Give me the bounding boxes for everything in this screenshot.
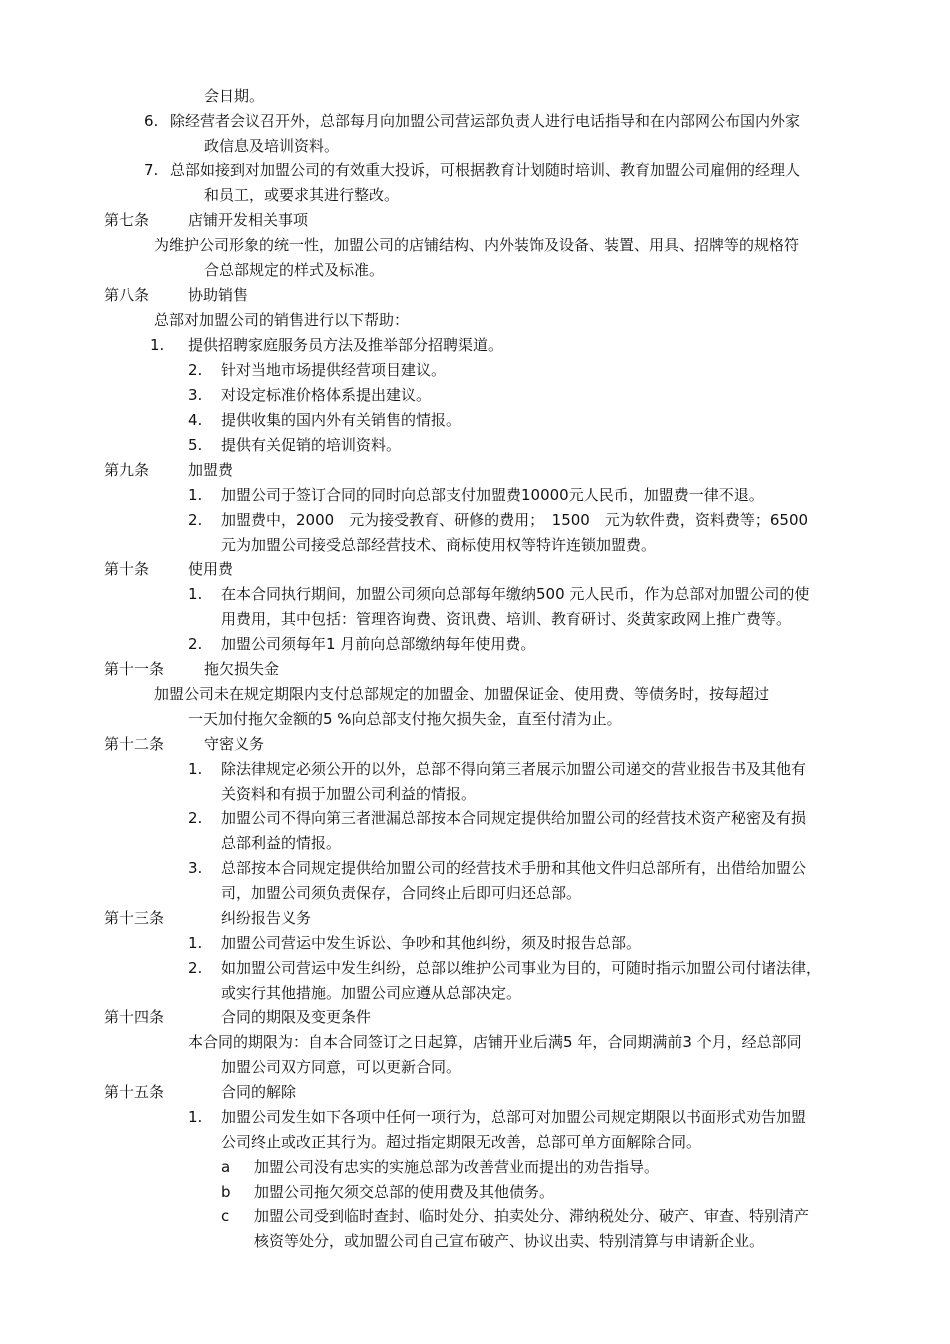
list-item: 公司终止或改正其行为。超过指定期限无改善，总部可单方面解除合同。 — [221, 1133, 702, 1151]
list-letter: b — [221, 1183, 231, 1201]
list-item: 对设定标准价格体系提出建议。 — [221, 386, 432, 404]
list-item: 针对当地市场提供经营项目建议。 — [221, 361, 447, 379]
list-item: 如加盟公司营运中发生纠纷，总部以维护公司事业为目的，可随时指示加盟公司付诸法律， — [221, 959, 822, 977]
list-item: 加盟公司拖欠须交总部的使用费及其他债务。 — [254, 1183, 555, 1201]
article-title: 合同的解除 — [221, 1083, 297, 1101]
article-number: 第十一条 — [104, 660, 165, 678]
list-number: 2. — [188, 361, 203, 379]
list-item: 在本合同执行期间，加盟公司须向总部每年缴纳500 元人民币，作为总部对加盟公司的使 — [221, 585, 810, 603]
list-item: 加盟公司没有忠实的实施总部为改善营业而提出的劝告指导。 — [254, 1158, 660, 1176]
list-number: 1. — [188, 585, 203, 603]
list-item: 关资料和有损于加盟公司利益的情报。 — [221, 785, 477, 803]
body-line: 总部如接到对加盟公司的有效重大投诉，可根据教育计划随时培训、教育加盟公司雇佣的经理人 — [170, 161, 801, 179]
list-letter: c — [221, 1207, 230, 1225]
list-item: 加盟费中，2000 元为接受教育、研修的费用； 1500 元为软件费，资料费等；6500 — [221, 511, 809, 529]
list-item: 司，加盟公司须负责保存，合同终止后即可归还总部。 — [221, 884, 582, 902]
article-number: 第十四条 — [104, 1008, 165, 1026]
article-title: 合同的期限及变更条件 — [221, 1008, 372, 1026]
body-line: 加盟公司双方同意，可以更新合同。 — [221, 1058, 462, 1076]
list-item: 加盟公司不得向第三者泄漏总部按本合同规定提供给加盟公司的经营技术资产秘密及有损 — [221, 809, 807, 827]
list-number: 3. — [188, 859, 203, 877]
body-line: 一天加付拖欠金额的5 %向总部支付拖欠损失金，直至付清为止。 — [188, 710, 622, 728]
article-number: 第七条 — [104, 211, 150, 229]
body-line: 政信息及培训资料。 — [204, 137, 340, 155]
body-line: 合总部规定的样式及标准。 — [204, 261, 385, 279]
list-item: 加盟公司发生如下各项中任何一项行为，总部可对加盟公司规定期限以书面形式劝告加盟 — [221, 1108, 807, 1126]
body-line: 除经营者会议召开外，总部每月向加盟公司营运部负责人进行电话指导和在内部网公布国内外家 — [170, 112, 801, 130]
list-item: 加盟公司须每年1 月前向总部缴纳每年使用费。 — [221, 635, 536, 653]
list-item: 提供有关促销的培训资料。 — [221, 436, 402, 454]
list-number: 4. — [188, 411, 203, 429]
body-line: 加盟公司未在规定期限内支付总部规定的加盟金、加盟保证金、使用费、等债务时，按每超过 — [154, 685, 770, 703]
list-number: 2. — [188, 809, 203, 827]
list-item: 总部按本合同规定提供给加盟公司的经营技术手册和其他文件归总部所有，出借给加盟公 — [221, 859, 807, 877]
list-item: 用费用，其中包括：管理咨询费、资讯费、培训、教育研讨、炎黄家政网上推广费等。 — [221, 610, 792, 628]
article-number: 第十五条 — [104, 1083, 165, 1101]
body-line: 本合同的期限为：自本合同签订之日起算，店铺开业后满5 年，合同期满前3 个月，经总部同 — [188, 1033, 802, 1051]
article-title: 协助销售 — [188, 286, 249, 304]
article-number: 第九条 — [104, 461, 150, 479]
body-line: 和员工，或要求其进行整改。 — [204, 186, 400, 204]
article-number: 第十三条 — [104, 909, 165, 927]
list-item: 提供收集的国内外有关销售的情报。 — [221, 411, 462, 429]
article-title: 守密义务 — [204, 735, 265, 753]
list-item: 或实行其他措施。加盟公司应遵从总部决定。 — [221, 984, 522, 1002]
list-number: 2. — [188, 511, 203, 529]
body-line: 总部对加盟公司的销售进行以下帮助： — [154, 311, 410, 329]
list-item: 加盟公司于签订合同的同时向总部支付加盟费10000元人民币，加盟费一律不退。 — [221, 486, 764, 504]
list-item: 核资等处分，或加盟公司自己宣布破产、协议出卖、特别清算与申请新企业。 — [254, 1232, 765, 1250]
list-number: 1. — [188, 760, 203, 778]
list-number: 1. — [150, 336, 165, 354]
article-title: 拖欠损失金 — [204, 660, 280, 678]
list-letter: a — [221, 1158, 231, 1176]
article-title: 加盟费 — [188, 461, 234, 479]
list-number: 5. — [188, 436, 203, 454]
article-number: 第十二条 — [104, 735, 165, 753]
list-number: 2. — [188, 635, 203, 653]
list-number: 2. — [188, 959, 203, 977]
article-title: 使用费 — [188, 560, 234, 578]
list-item: 提供招聘家庭服务员方法及推举部分招聘渠道。 — [188, 336, 504, 354]
article-number: 第十条 — [104, 560, 150, 578]
body-line: 为维护公司形象的统一性，加盟公司的店铺结构、内外装饰及设备、装置、用具、招牌等的规格符 — [154, 236, 800, 254]
list-number: 1. — [188, 934, 203, 952]
article-title: 纠纷报告义务 — [221, 909, 312, 927]
body-line: 会日期。 — [204, 87, 265, 105]
list-number: 7. — [144, 161, 159, 179]
list-item: 加盟公司受到临时查封、临时处分、拍卖处分、滞纳税处分、破产、审查、特别清产 — [254, 1207, 810, 1225]
list-item: 总部利益的情报。 — [221, 834, 342, 852]
list-number: 6. — [144, 112, 159, 130]
article-number: 第八条 — [104, 286, 150, 304]
list-number: 1. — [188, 486, 203, 504]
list-number: 1. — [188, 1108, 203, 1126]
list-item: 除法律规定必须公开的以外，总部不得向第三者展示加盟公司递交的营业报告书及其他有 — [221, 760, 807, 778]
list-number: 3. — [188, 386, 203, 404]
article-title: 店铺开发相关事项 — [188, 211, 309, 229]
list-item: 元为加盟公司接受总部经营技术、商标使用权等特许连锁加盟费。 — [221, 536, 657, 554]
list-item: 加盟公司营运中发生诉讼、争吵和其他纠纷，须及时报告总部。 — [221, 934, 642, 952]
